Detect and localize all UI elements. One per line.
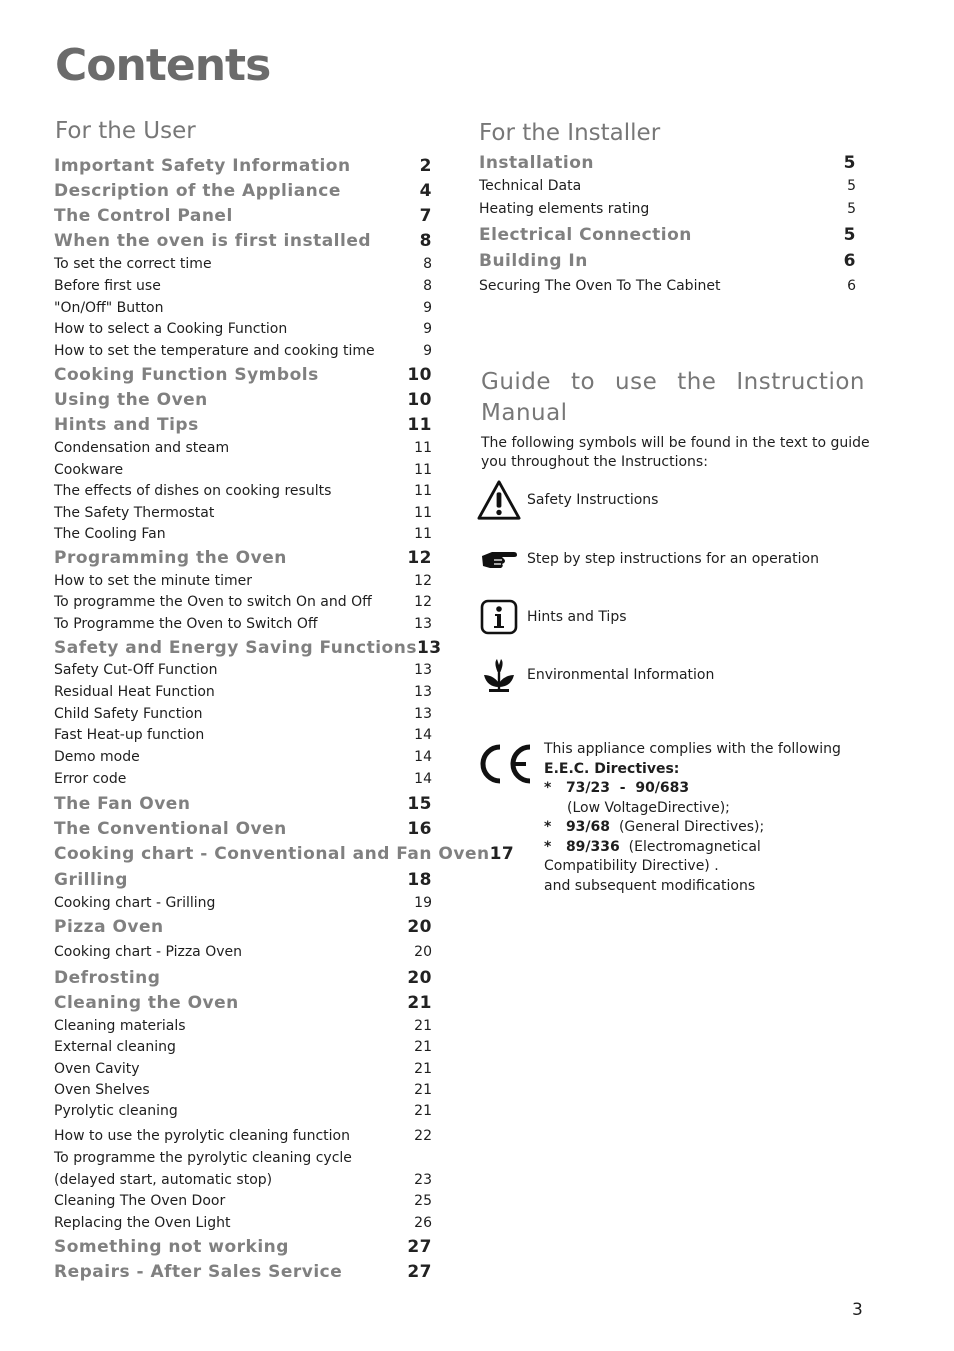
symbol-label: Safety Instructions [527, 492, 659, 508]
toc-entry-title: The Fan Oven [54, 794, 191, 814]
toc-heading-entry [54, 181, 432, 201]
toc-entry-title: How to set the temperature and cooking time [54, 343, 375, 359]
toc-sub-entry [54, 771, 432, 787]
toc-entry-page: 5 [843, 225, 856, 245]
toc-entry-title: Child Safety Function [54, 706, 203, 722]
toc-entry-title: When the oven is first installed [54, 231, 372, 251]
toc-entry-title: Technical Data [479, 178, 582, 194]
toc-heading-entry [54, 415, 432, 435]
page-title: Contents [55, 40, 271, 91]
toc-entry-title: Demo mode [54, 749, 140, 765]
toc-sub-entry [479, 178, 856, 194]
toc-entry-title: Cleaning the Oven [54, 993, 239, 1013]
toc-entry-page: 15 [407, 794, 432, 814]
toc-entry-title: Residual Heat Function [54, 684, 215, 700]
toc-entry-title: Description of the Appliance [54, 181, 341, 201]
toc-entry-page: 20 [407, 917, 432, 937]
toc-entry-page: 14 [414, 727, 432, 743]
toc-entry-title: To programme the pyrolytic cleaning cycle [54, 1150, 352, 1166]
toc-entry-page: 13 [414, 662, 432, 678]
warning-triangle-icon [477, 480, 521, 520]
plant-icon [477, 655, 521, 695]
toc-entry-page: 8 [423, 256, 432, 272]
toc-sub-entry [54, 505, 432, 521]
toc-sub-entry [54, 1172, 432, 1188]
directive-code: * 73/23 - 90/683 [544, 780, 690, 796]
ce-footer: and subsequent modifications [544, 877, 756, 894]
toc-entry-page: 10 [407, 365, 432, 385]
toc-entry-page: 11 [414, 483, 432, 499]
toc-entry-page: 14 [414, 749, 432, 765]
toc-entry-title: Pizza Oven [54, 917, 164, 937]
toc-entry-page: 10 [407, 390, 432, 410]
guide-intro: The following symbols will be found in the text to guide you throughout the Instructions: [481, 435, 870, 470]
guide-heading: Guide to use the Instruction Manual [481, 369, 865, 426]
toc-heading-entry [54, 548, 432, 568]
page-number: 3 [852, 1300, 863, 1320]
toc-entry-title: How to select a Cooking Function [54, 321, 288, 337]
toc-sub-entry [54, 727, 432, 743]
symbol-row-steps [477, 539, 819, 579]
toc-sub-entry [54, 526, 432, 542]
toc-entry-title: Cookware [54, 462, 124, 478]
toc-entry-page: 11 [414, 440, 432, 456]
toc-entry-page: 11 [414, 505, 432, 521]
toc-entry-title: The Control Panel [54, 206, 233, 226]
symbol-label: Hints and Tips [527, 609, 627, 625]
toc-entry-title: Heating elements rating [479, 201, 650, 217]
toc-sub-entry [54, 483, 432, 499]
toc-entry-title: To set the correct time [54, 256, 212, 272]
toc-sub-entry [54, 573, 432, 589]
toc-entry-page: 21 [414, 1061, 432, 1077]
toc-entry-title: External cleaning [54, 1039, 176, 1055]
toc-entry-page: 19 [414, 895, 432, 911]
toc-sub-entry [54, 1215, 432, 1231]
directive-code: * 93/68 [544, 819, 611, 835]
toc-entry-page: 9 [423, 343, 432, 359]
toc-entry-title: Safety Cut-Off Function [54, 662, 218, 678]
toc-entry-title: Fast Heat-up function [54, 727, 205, 743]
toc-heading-entry [479, 153, 856, 173]
toc-sub-entry [54, 1150, 432, 1166]
toc-entry-page: 8 [423, 278, 432, 294]
toc-sub-entry [54, 594, 432, 610]
symbol-row-safety [477, 480, 658, 520]
toc-entry-title: Electrical Connection [479, 225, 692, 245]
toc-sub-entry [54, 440, 432, 456]
toc-entry-page: 17 [489, 844, 515, 864]
toc-entry-page: 27 [407, 1237, 432, 1257]
toc-heading-entry [54, 1237, 432, 1257]
toc-heading-entry [54, 638, 442, 658]
toc-entry-title: Hints and Tips [54, 415, 199, 435]
toc-entry-page: 21 [414, 1018, 432, 1034]
toc-entry-title: The Conventional Oven [54, 819, 287, 839]
toc-entry-title: "On/Off" Button [54, 300, 164, 316]
toc-entry-title: Cleaning materials [54, 1018, 186, 1034]
toc-entry-page: 20 [407, 968, 432, 988]
toc-entry-page: 5 [847, 201, 856, 217]
toc-entry-page: 22 [414, 1128, 432, 1144]
toc-sub-entry [54, 256, 432, 272]
toc-entry-title: Repairs - After Sales Service [54, 1262, 343, 1282]
toc-entry-title: Cooking Function Symbols [54, 365, 319, 385]
toc-entry-title: Important Safety Information [54, 156, 351, 176]
toc-entry-page: 21 [407, 993, 432, 1013]
toc-entry-page: 7 [419, 206, 432, 226]
user-section-heading: For the User [55, 118, 196, 144]
toc-entry-title: Something not working [54, 1237, 289, 1257]
toc-heading-entry [54, 993, 432, 1013]
toc-entry-title: Cooking chart - Pizza Oven [54, 944, 243, 960]
toc-sub-entry [54, 321, 432, 337]
ce-statement: This appliance complies with the following [544, 741, 841, 757]
toc-entry-title: Building In [479, 251, 588, 271]
toc-entry-page: 18 [407, 870, 432, 890]
toc-entry-title: Error code [54, 771, 127, 787]
toc-sub-entry [54, 1128, 432, 1144]
toc-entry-title: Defrosting [54, 968, 161, 988]
symbol-row-environment [477, 655, 714, 695]
toc-entry-title: How to use the pyrolytic cleaning function [54, 1128, 350, 1144]
toc-sub-entry [54, 749, 432, 765]
toc-entry-page: 6 [843, 251, 856, 271]
toc-sub-entry [479, 201, 856, 217]
toc-heading-entry [54, 206, 432, 226]
toc-sub-entry [54, 1103, 432, 1119]
toc-entry-page: 4 [419, 181, 432, 201]
toc-heading-entry [54, 794, 432, 814]
symbol-label: Step by step instructions for an operation [527, 551, 819, 567]
toc-entry-title: The effects of dishes on cooking results [54, 483, 332, 499]
toc-entry-page: 12 [407, 548, 432, 568]
pointing-hand-icon [477, 539, 521, 579]
toc-entry-title: Pyrolytic cleaning [54, 1103, 178, 1119]
toc-heading-entry [479, 251, 856, 271]
toc-sub-entry [54, 706, 432, 722]
installer-section-heading: For the Installer [479, 120, 661, 146]
toc-entry-title: To Programme the Oven to Switch Off [54, 616, 318, 632]
toc-sub-entry [54, 300, 432, 316]
toc-sub-entry [54, 616, 432, 632]
toc-heading-entry [54, 390, 432, 410]
directive-name: (Electromagnetical [628, 838, 761, 855]
toc-entry-page: 26 [414, 1215, 432, 1231]
toc-entry-title: Replacing the Oven Light [54, 1215, 231, 1231]
toc-entry-page: 27 [407, 1262, 432, 1282]
toc-sub-entry [54, 1061, 432, 1077]
toc-entry-title: Grilling [54, 870, 128, 890]
toc-entry-page: 5 [843, 153, 856, 173]
toc-entry-title: Using the Oven [54, 390, 208, 410]
toc-entry-page: 6 [847, 278, 856, 294]
toc-entry-page: 8 [419, 231, 432, 251]
directive-name: (Low VoltageDirective); [567, 799, 730, 816]
toc-entry-page: 5 [847, 178, 856, 194]
toc-entry-page: 21 [414, 1103, 432, 1119]
toc-heading-entry [54, 231, 432, 251]
toc-entry-page: 9 [423, 300, 432, 316]
toc-entry-page: 11 [414, 462, 432, 478]
toc-entry-page: 13 [414, 684, 432, 700]
directive-name-continued: Compatibility Directive) . [544, 858, 719, 874]
toc-entry-page: 9 [423, 321, 432, 337]
toc-entry-title: The Cooling Fan [54, 526, 166, 542]
toc-sub-entry [479, 278, 856, 294]
directive-code: * 89/336 [544, 838, 620, 855]
info-icon [477, 597, 521, 637]
toc-heading-entry [54, 968, 432, 988]
directive-name: (General Directives); [618, 819, 765, 835]
toc-heading-entry [54, 870, 432, 890]
toc-entry-page: 16 [407, 819, 432, 839]
symbol-row-hints [477, 597, 627, 637]
toc-entry-page: 25 [414, 1193, 432, 1209]
toc-entry-page: 20 [414, 944, 432, 960]
toc-heading-entry [54, 1262, 432, 1282]
toc-heading-entry [54, 819, 432, 839]
toc-entry-page: 23 [414, 1172, 432, 1188]
toc-entry-page: 12 [414, 573, 432, 589]
toc-sub-entry [54, 662, 432, 678]
toc-entry-title: Safety and Energy Saving Functions [54, 638, 417, 658]
toc-sub-entry [54, 1018, 432, 1034]
ce-mark-logo [478, 743, 534, 789]
toc-entry-title: How to set the minute timer [54, 573, 252, 589]
toc-entry-page: 21 [414, 1039, 432, 1055]
toc-entry-title: To programme the Oven to switch On and Off [54, 594, 372, 610]
toc-sub-entry [54, 1193, 432, 1209]
toc-entry-title: Installation [479, 153, 595, 173]
toc-entry-page: 2 [419, 156, 432, 176]
toc-entry-title: Cooking chart - Grilling [54, 895, 216, 911]
toc-entry-page: 13 [414, 706, 432, 722]
toc-sub-entry [54, 944, 432, 960]
toc-heading-entry [479, 225, 856, 245]
toc-entry-page: 11 [407, 415, 432, 435]
symbol-label: Environmental Information [527, 667, 715, 683]
toc-entry-title: (delayed start, automatic stop) [54, 1172, 273, 1188]
toc-entry-page: 13 [416, 638, 442, 658]
toc-entry-title: The Safety Thermostat [54, 505, 215, 521]
toc-heading-entry [54, 156, 432, 176]
toc-heading-entry [54, 365, 432, 385]
toc-entry-title: Condensation and steam [54, 440, 230, 456]
toc-entry-title: Oven Shelves [54, 1082, 150, 1098]
toc-entry-title: Before first use [54, 278, 161, 294]
directives-label: E.E.C. Directives: [544, 760, 680, 777]
toc-heading-entry [54, 917, 432, 937]
toc-sub-entry [54, 343, 432, 359]
toc-sub-entry [54, 278, 432, 294]
toc-entry-page: 21 [414, 1082, 432, 1098]
toc-sub-entry [54, 1039, 432, 1055]
toc-entry-title: Cleaning The Oven Door [54, 1193, 226, 1209]
toc-sub-entry [54, 684, 432, 700]
toc-entry-title: Cooking chart - Conventional and Fan Oven [54, 844, 490, 864]
toc-sub-entry [54, 1082, 432, 1098]
toc-entry-page: 14 [414, 771, 432, 787]
toc-sub-entry [54, 895, 432, 911]
toc-entry-title: Securing The Oven To The Cabinet [479, 278, 721, 294]
toc-heading-entry [54, 844, 515, 864]
toc-entry-page: 11 [414, 526, 432, 542]
toc-entry-page: 12 [414, 594, 432, 610]
toc-sub-entry [54, 462, 432, 478]
toc-entry-page: 13 [414, 616, 432, 632]
toc-entry-title: Oven Cavity [54, 1061, 140, 1077]
toc-entry-title: Programming the Oven [54, 548, 287, 568]
